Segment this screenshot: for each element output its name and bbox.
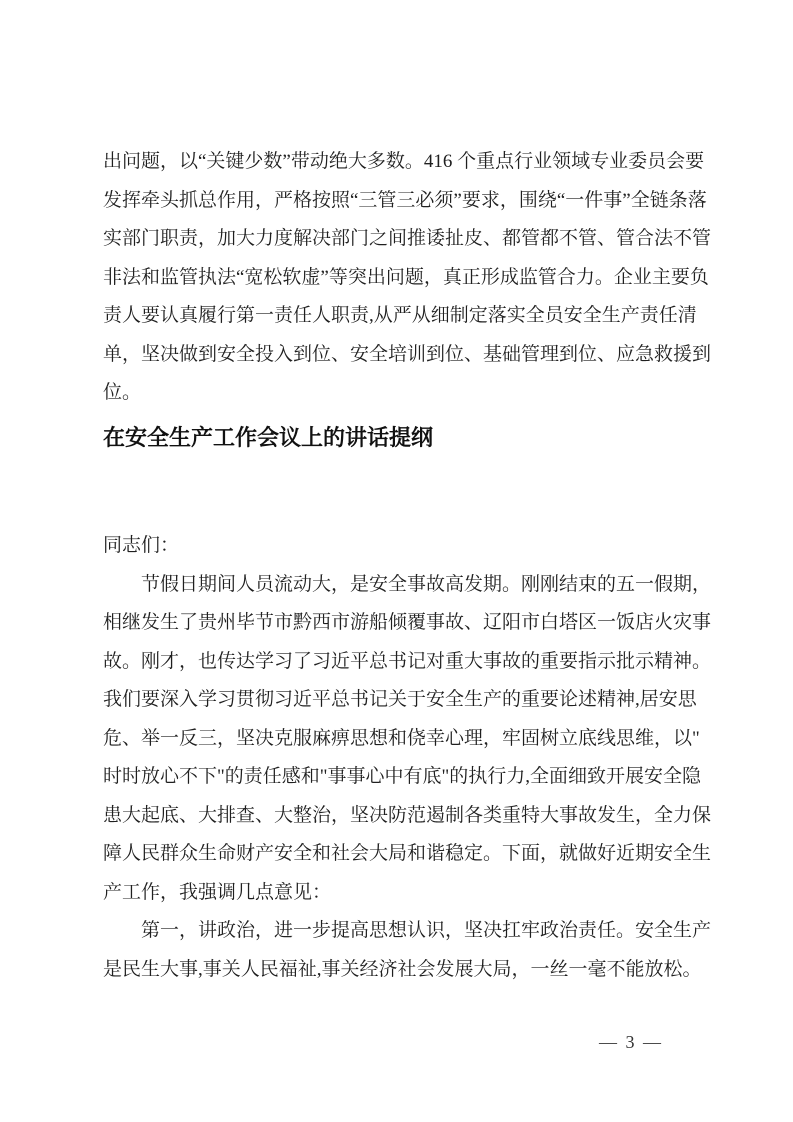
text-line: 患大起底、大排查、大整治，坚决防范遏制各类重特大事故发生，全力保: [103, 804, 712, 826]
salutation: 同志们：: [103, 535, 180, 556]
text-line: 相继发生了贵州毕节市黔西市游船倾覆事故、辽阳市白塔区一饭店火灾事: [103, 612, 712, 633]
text-line: 节假日期间人员流动大，是安全事故高发期。刚刚结束的五一假期，: [141, 573, 712, 595]
speech-body: [103, 527, 712, 989]
text-line: 时时放心不下"的责任感和"事事心中有底"的执行力,全面细致开展安全隐: [103, 766, 702, 787]
text-line: 故。刚才，也传达学习了习近平总书记对重大事故的重要指示批示精神。: [103, 650, 712, 672]
text-line: 发挥牵头抓总作用，严格按照“三管三必须”要求，围绕“一件事”全链条落: [103, 189, 707, 211]
text-line: 我们要深入学习贯彻习近平总书记关于安全生产的重要论述精神,居安思: [103, 689, 697, 710]
text-line: 位。: [103, 382, 142, 403]
text-line: 责人要认真履行第一责任人职责,从严从细制定落实全员安全生产责任清: [103, 305, 697, 326]
text-line: 出问题，以“关键少数”带动绝大多数。416 个重点行业领域专业委员会要: [103, 151, 705, 172]
text-line: 障人民群众生命财产安全和社会大局和谐稳定。下面，就做好近期安全生: [103, 843, 712, 864]
text-line: 实部门职责，加大力度解决部门之间推诿扯皮、都管都不管、管合法不管: [103, 228, 712, 249]
text-line: 危、举一反三，坚决克服麻痹思想和侥幸心理，牢固树立底线思维，以": [103, 727, 700, 749]
text-line: 第一，讲政治，进一步提高思想认识，坚决扛牢政治责任。安全生产: [141, 920, 712, 941]
speech-paragraph-1: [103, 566, 712, 913]
page-content: [103, 143, 712, 989]
text-line: 是民生大事,事关人民福祉,事关经济社会发展大局，一丝一毫不能放松。: [103, 958, 702, 980]
text-line: 非法和监管执法“宽松软虚”等突出问题，真正形成监管合力。企业主要负: [103, 266, 709, 288]
text-line: 单，坚决做到安全投入到位、安全培训到位、基础管理到位、应急救援到: [103, 343, 712, 365]
text-line: 产工作，我强调几点意见：: [103, 881, 332, 903]
page-number: — 3 —: [599, 1032, 663, 1052]
document-title: 在安全生产工作会议上的讲话提纲: [103, 424, 434, 450]
intro-paragraph: [103, 143, 712, 413]
speech-paragraph-2: [103, 912, 712, 989]
